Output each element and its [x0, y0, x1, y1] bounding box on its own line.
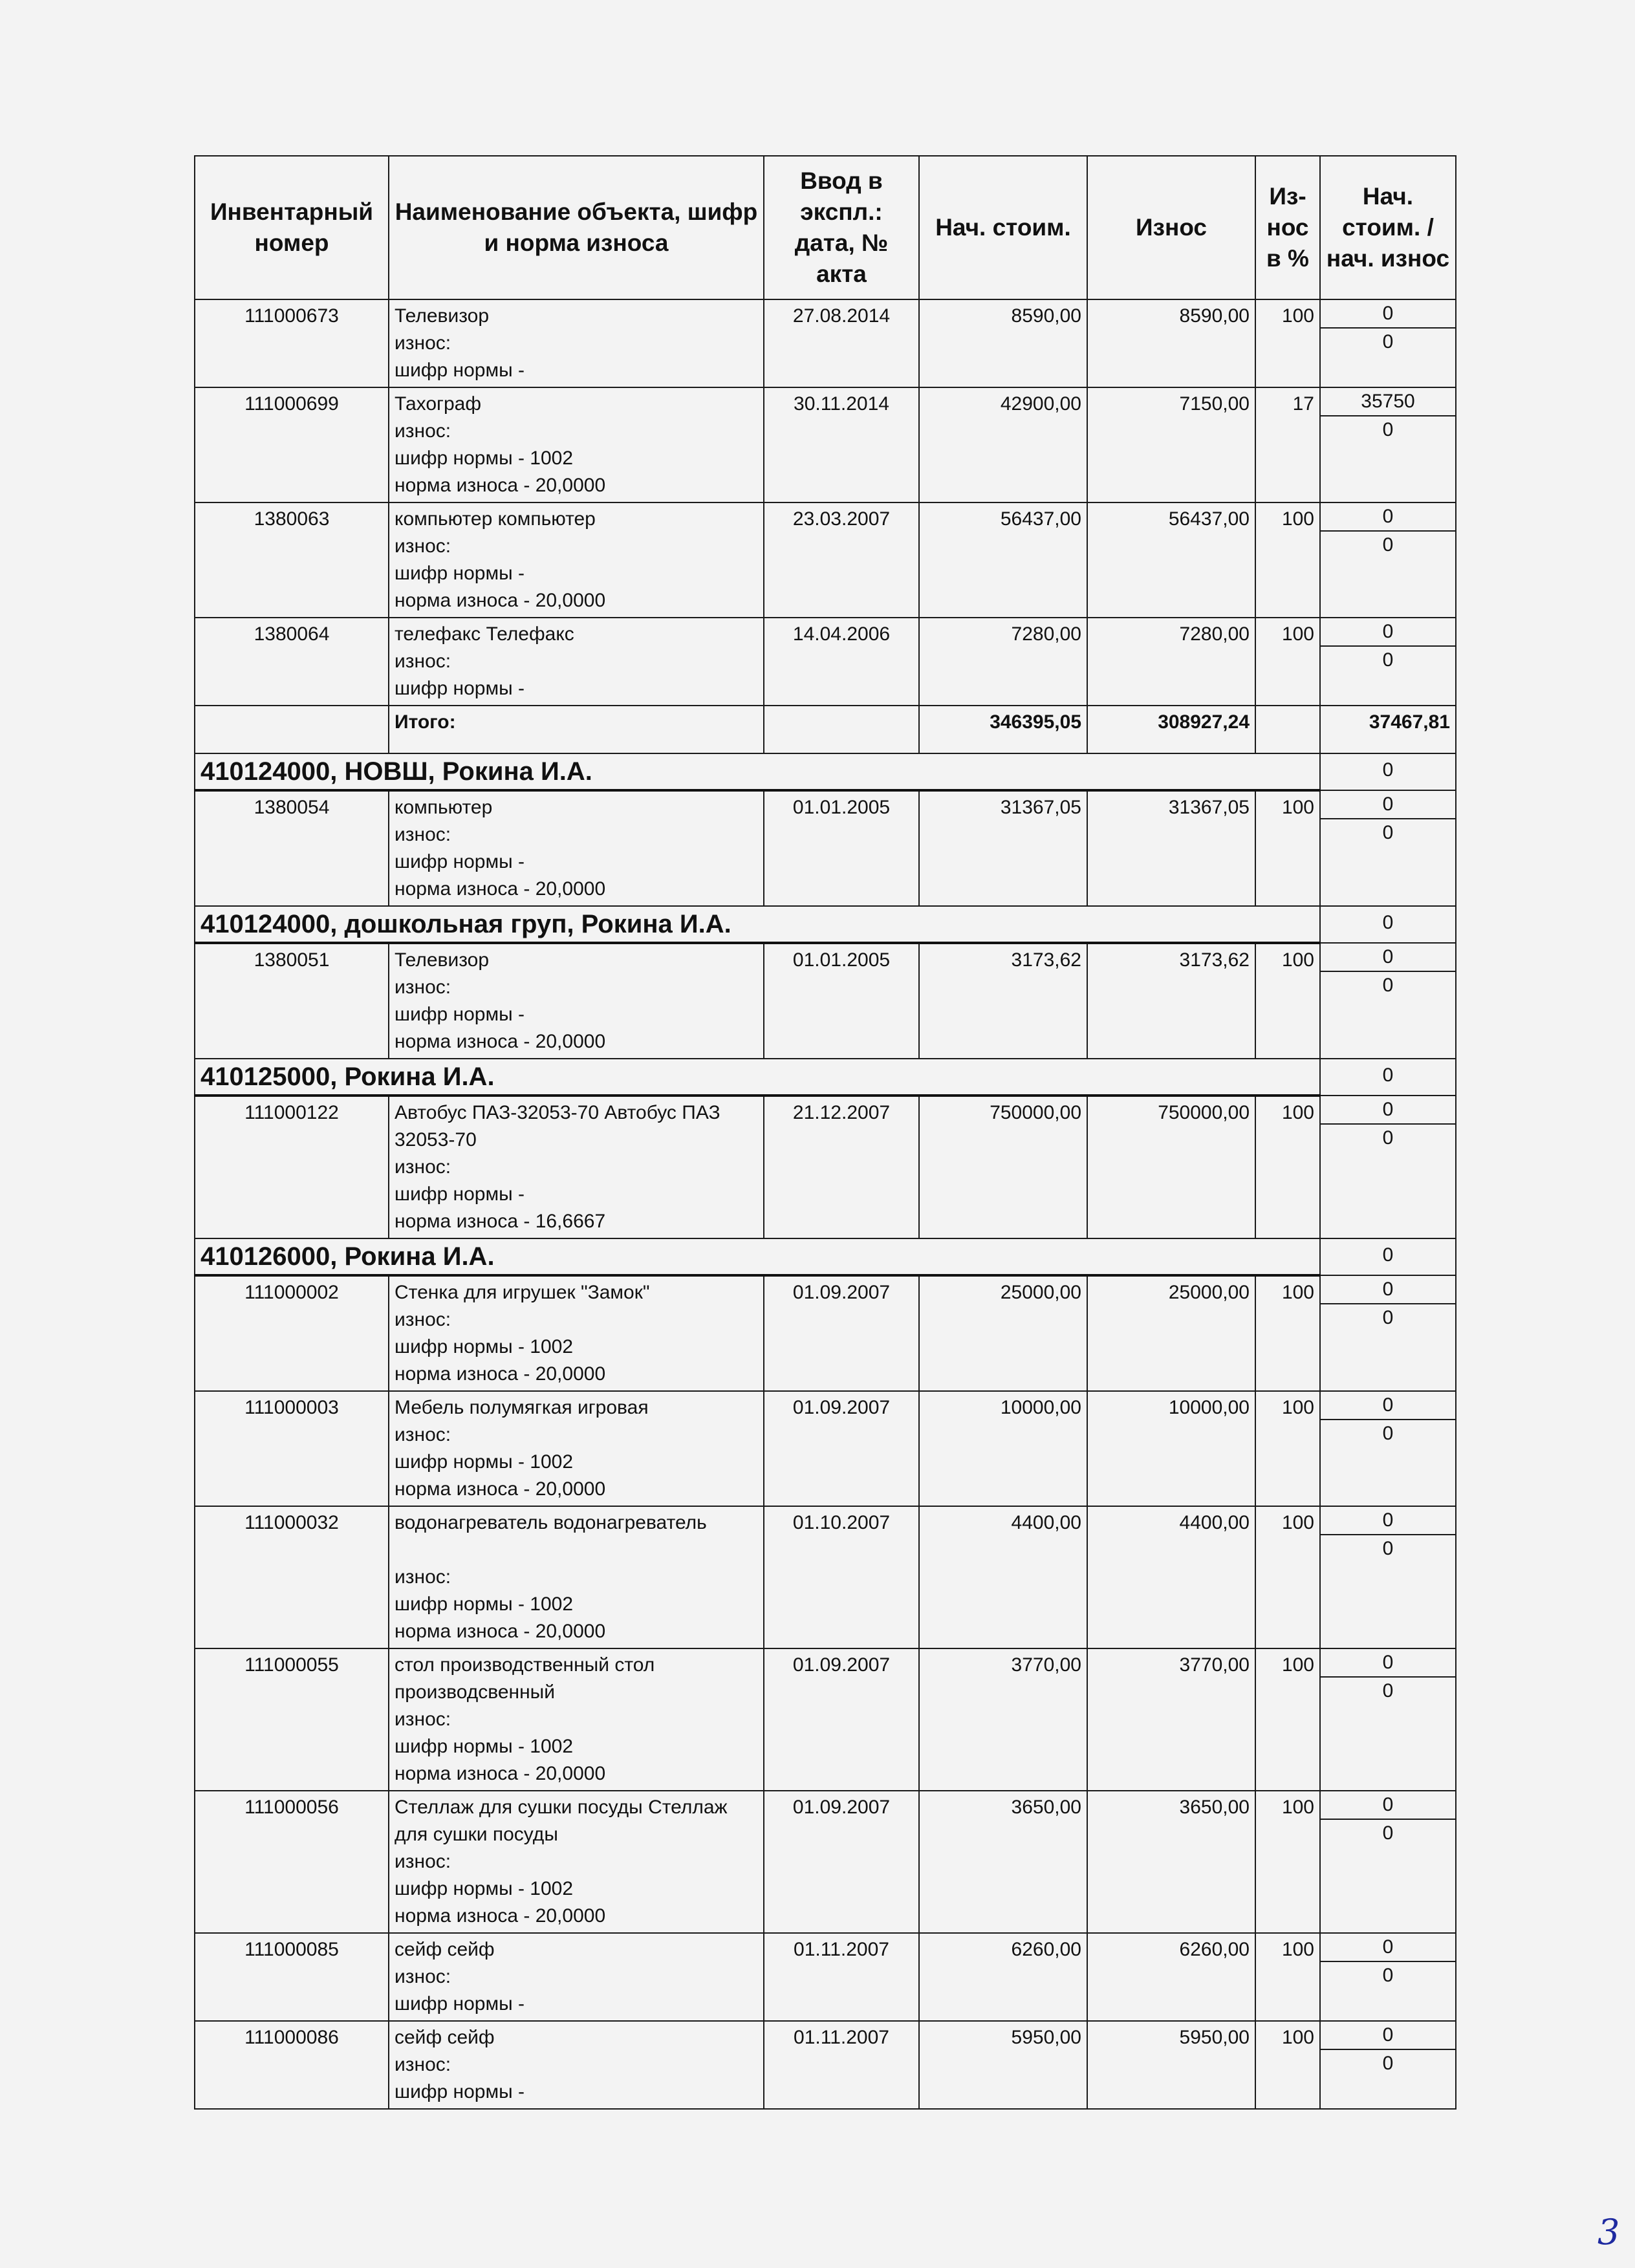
object-name-line: стол производственный стол — [395, 1654, 655, 1676]
initial-cost: 3770,00 — [919, 1648, 1087, 1791]
group-title: 410124000, НОВШ, Рокина И.А. — [195, 753, 1320, 790]
depreciation-percent: 100 — [1255, 1791, 1320, 1933]
commissioning-date: 01.09.2007 — [764, 1791, 919, 1933]
object-name-line: норма износа - 20,0000 — [395, 1905, 606, 1927]
group-header-row — [195, 1238, 1456, 1275]
object-name-line: износ: — [395, 824, 451, 845]
inventory-number: 111000086 — [195, 2021, 389, 2109]
object-name — [389, 1648, 764, 1791]
total-label: Итого: — [389, 706, 764, 753]
residual-initial-cost: 0 — [1321, 791, 1455, 819]
initial-cost: 56437,00 — [919, 502, 1087, 618]
object-name-line: износ: — [395, 1309, 451, 1330]
object-name-line: Телевизор — [395, 305, 490, 327]
table-row — [195, 1391, 1456, 1506]
residual-initial-wear: 0 — [1382, 1423, 1394, 1444]
object-name-line: шифр нормы - — [395, 851, 525, 872]
page-number: 3 — [1597, 2212, 1620, 2252]
depreciation: 25000,00 — [1087, 1275, 1255, 1391]
residual-initial-cost: 0 — [1321, 503, 1455, 532]
residual-initial-wear: 0 — [1382, 1680, 1394, 1701]
residual-initial-cost: 0 — [1321, 1507, 1455, 1535]
residual-initial-wear: 0 — [1382, 649, 1394, 671]
object-name-line: норма износа - 20,0000 — [395, 1363, 606, 1385]
object-name-line: норма износа - 20,0000 — [395, 590, 606, 611]
object-name-line: износ: — [395, 2054, 451, 2075]
object-name-line: норма износа - 20,0000 — [395, 475, 606, 496]
table-row — [195, 299, 1456, 387]
depreciation-percent: 100 — [1255, 1648, 1320, 1791]
depreciation-percent: 100 — [1255, 618, 1320, 706]
col-header-initial-cost-initial-wear: Нач. стоим. / нач. износ — [1320, 156, 1456, 299]
initial-cost-wear-cell — [1320, 790, 1456, 906]
initial-cost-wear-cell — [1320, 1275, 1456, 1391]
residual-initial-cost: 0 — [1321, 2022, 1455, 2050]
depreciation-percent: 100 — [1255, 1933, 1320, 2021]
object-name-line: Телевизор — [395, 949, 490, 971]
depreciation-percent: 100 — [1255, 2021, 1320, 2109]
depreciation: 56437,00 — [1087, 502, 1255, 618]
residual-initial-cost: 0 — [1321, 1649, 1455, 1678]
depreciation: 31367,05 — [1087, 790, 1255, 906]
object-name-line: износ: — [395, 332, 451, 354]
commissioning-date: 21.12.2007 — [764, 1096, 919, 1238]
object-name-line: шифр нормы - 1002 — [395, 1336, 574, 1357]
object-name-line: Стеллаж для сушки посуды Стеллаж — [395, 1797, 728, 1818]
commissioning-date: 01.09.2007 — [764, 1275, 919, 1391]
object-name-line: шифр нормы - — [395, 678, 525, 699]
initial-cost: 5950,00 — [919, 2021, 1087, 2109]
group-residual: 0 — [1320, 1238, 1456, 1275]
initial-cost: 42900,00 — [919, 387, 1087, 502]
table-header-row — [195, 156, 1456, 299]
object-name-line: шифр нормы - — [395, 563, 525, 584]
col-header-depreciation: Износ — [1087, 156, 1255, 299]
object-name-line: износ: — [395, 977, 451, 998]
object-name-line: норма износа - 20,0000 — [395, 1031, 606, 1052]
depreciation: 7150,00 — [1087, 387, 1255, 502]
object-name-line: телефакс Телефакс — [395, 623, 574, 645]
initial-cost-wear-cell — [1320, 1096, 1456, 1238]
object-name-line: износ: — [395, 1424, 451, 1445]
group-residual: 0 — [1320, 906, 1456, 943]
object-name — [389, 502, 764, 618]
depreciation-percent: 100 — [1255, 943, 1320, 1059]
object-name-line: норма износа - 20,0000 — [395, 1478, 606, 1500]
object-name-line: сейф сейф — [395, 2027, 495, 2048]
object-name-line: износ: — [395, 1709, 451, 1730]
commissioning-date: 01.01.2005 — [764, 790, 919, 906]
col-header-commissioning-date: Ввод в экспл.: дата, № акта — [764, 156, 919, 299]
table-row — [195, 618, 1456, 706]
object-name — [389, 299, 764, 387]
residual-initial-wear: 0 — [1382, 331, 1394, 352]
object-name — [389, 790, 764, 906]
residual-initial-wear: 0 — [1382, 1127, 1394, 1149]
depreciation-percent: 100 — [1255, 790, 1320, 906]
inventory-number: 111000032 — [195, 1506, 389, 1648]
table-body — [195, 299, 1456, 2109]
commissioning-date: 23.03.2007 — [764, 502, 919, 618]
commissioning-date: 01.09.2007 — [764, 1391, 919, 1506]
object-name-line: шифр нормы - 1002 — [395, 1736, 574, 1757]
initial-cost-wear-cell — [1320, 1933, 1456, 2021]
initial-cost: 3650,00 — [919, 1791, 1087, 1933]
inventory-number: 1380064 — [195, 618, 389, 706]
depreciation: 4400,00 — [1087, 1506, 1255, 1648]
depreciation: 5950,00 — [1087, 2021, 1255, 2109]
col-header-inventory-number: Инвентарный номер — [195, 156, 389, 299]
inventory-number: 111000056 — [195, 1791, 389, 1933]
col-header-depreciation-percent: Из-нос в % — [1255, 156, 1320, 299]
initial-cost-wear-cell — [1320, 502, 1456, 618]
initial-cost: 25000,00 — [919, 1275, 1087, 1391]
residual-initial-wear: 0 — [1382, 534, 1394, 556]
object-name-line: норма износа - 20,0000 — [395, 1621, 606, 1642]
object-name-line: шифр нормы - — [395, 1004, 525, 1025]
residual-initial-wear: 0 — [1382, 1307, 1394, 1328]
table-row — [195, 1275, 1456, 1391]
commissioning-date: 14.04.2006 — [764, 618, 919, 706]
object-name-line: сейф сейф — [395, 1939, 495, 1960]
residual-initial-cost: 0 — [1321, 1392, 1455, 1420]
initial-cost-wear-cell — [1320, 1791, 1456, 1933]
object-name — [389, 387, 764, 502]
commissioning-date: 30.11.2014 — [764, 387, 919, 502]
residual-initial-cost: 35750 — [1321, 388, 1455, 416]
initial-cost: 6260,00 — [919, 1933, 1087, 2021]
commissioning-date: 01.11.2007 — [764, 1933, 919, 2021]
inventory-number: 111000002 — [195, 1275, 389, 1391]
object-name — [389, 943, 764, 1059]
depreciation-percent: 100 — [1255, 1275, 1320, 1391]
residual-initial-cost: 0 — [1321, 1096, 1455, 1125]
inventory-number: 111000055 — [195, 1648, 389, 1791]
object-name — [389, 1933, 764, 2021]
asset-table — [194, 155, 1456, 2110]
total-depreciation: 308927,24 — [1087, 706, 1255, 753]
depreciation: 750000,00 — [1087, 1096, 1255, 1238]
object-name-line: Стенка для игрушек "Замок" — [395, 1282, 650, 1303]
total-empty — [1255, 706, 1320, 753]
residual-initial-wear: 0 — [1382, 1538, 1394, 1559]
residual-initial-cost: 0 — [1321, 1276, 1455, 1304]
table-row — [195, 1648, 1456, 1791]
object-name — [389, 618, 764, 706]
object-name-line: Тахограф — [395, 393, 482, 415]
object-name-line: Мебель полумягкая игровая — [395, 1397, 649, 1418]
object-name-line: Автобус ПАЗ-32053-70 Автобус ПАЗ — [395, 1102, 720, 1123]
object-name-line: компьютер компьютер — [395, 508, 596, 530]
group-header-row — [195, 753, 1456, 790]
inventory-number: 111000699 — [195, 387, 389, 502]
initial-cost: 4400,00 — [919, 1506, 1087, 1648]
object-name-line: шифр нормы - 1002 — [395, 1451, 574, 1473]
initial-cost-wear-cell — [1320, 618, 1456, 706]
residual-initial-cost: 0 — [1321, 1791, 1455, 1820]
object-name-line: износ: — [395, 420, 451, 442]
table-row — [195, 1506, 1456, 1648]
object-name-line: водонагреватель водонагреватель — [395, 1512, 707, 1533]
object-name-line: компьютер — [395, 797, 493, 818]
residual-initial-cost: 0 — [1321, 618, 1455, 647]
group-header-row — [195, 1059, 1456, 1096]
object-name-line: шифр нормы - 1002 — [395, 1878, 574, 1899]
object-name-line: износ: — [395, 1966, 451, 1987]
total-initial-cost: 346395,05 — [919, 706, 1087, 753]
object-name-line: норма износа - 20,0000 — [395, 1763, 606, 1784]
residual-initial-cost: 0 — [1321, 944, 1455, 972]
object-name-line: шифр нормы - — [395, 1183, 525, 1205]
depreciation: 8590,00 — [1087, 299, 1255, 387]
initial-cost: 3173,62 — [919, 943, 1087, 1059]
depreciation: 3173,62 — [1087, 943, 1255, 1059]
group-title: 410124000, дошкольная груп, Рокина И.А. — [195, 906, 1320, 943]
residual-initial-wear: 0 — [1382, 975, 1394, 996]
commissioning-date: 01.10.2007 — [764, 1506, 919, 1648]
total-residual: 37467,81 — [1320, 706, 1456, 753]
inventory-number: 111000122 — [195, 1096, 389, 1238]
commissioning-date: 27.08.2014 — [764, 299, 919, 387]
object-name-line: 32053-70 — [395, 1129, 477, 1150]
inventory-number: 1380054 — [195, 790, 389, 906]
residual-initial-wear: 0 — [1382, 1965, 1394, 1986]
initial-cost-wear-cell — [1320, 1506, 1456, 1648]
col-header-initial-cost: Нач. стоим. — [919, 156, 1087, 299]
object-name-line: шифр нормы - — [395, 2081, 525, 2102]
object-name-line: износ: — [395, 651, 451, 672]
object-name-line: норма износа - 20,0000 — [395, 878, 606, 900]
group-title: 410126000, Рокина И.А. — [195, 1238, 1320, 1275]
initial-cost: 8590,00 — [919, 299, 1087, 387]
object-name-line — [395, 1537, 758, 1564]
initial-cost-wear-cell — [1320, 943, 1456, 1059]
object-name-line: износ: — [395, 1156, 451, 1178]
group-header-row — [195, 906, 1456, 943]
initial-cost: 7280,00 — [919, 618, 1087, 706]
total-empty — [195, 706, 389, 753]
group-title: 410125000, Рокина И.А. — [195, 1059, 1320, 1096]
object-name — [389, 1096, 764, 1238]
depreciation-percent: 100 — [1255, 299, 1320, 387]
object-name-line: износ: — [395, 1851, 451, 1872]
inventory-number: 111000003 — [195, 1391, 389, 1506]
table-row — [195, 387, 1456, 502]
object-name-line: шифр нормы - 1002 — [395, 448, 574, 469]
depreciation: 7280,00 — [1087, 618, 1255, 706]
residual-initial-cost: 0 — [1321, 1934, 1455, 1962]
inventory-number: 111000673 — [195, 299, 389, 387]
depreciation-percent: 100 — [1255, 1391, 1320, 1506]
initial-cost-wear-cell — [1320, 387, 1456, 502]
object-name-line: износ: — [395, 535, 451, 557]
depreciation: 3650,00 — [1087, 1791, 1255, 1933]
asset-register-sheet — [194, 155, 1455, 2110]
table-row — [195, 1933, 1456, 2021]
object-name-line: производсвенный — [395, 1681, 555, 1703]
object-name — [389, 1275, 764, 1391]
inventory-number: 111000085 — [195, 1933, 389, 2021]
table-row — [195, 1791, 1456, 1933]
residual-initial-wear: 0 — [1382, 419, 1394, 440]
table-row — [195, 1096, 1456, 1238]
col-header-object-name: Наименование объекта, шифр и норма износа — [389, 156, 764, 299]
object-name-line: норма износа - 16,6667 — [395, 1211, 606, 1232]
depreciation: 10000,00 — [1087, 1391, 1255, 1506]
commissioning-date: 01.01.2005 — [764, 943, 919, 1059]
object-name — [389, 1506, 764, 1648]
object-name-line: шифр нормы - — [395, 360, 525, 381]
initial-cost-wear-cell — [1320, 299, 1456, 387]
residual-initial-wear: 0 — [1382, 822, 1394, 843]
object-name — [389, 2021, 764, 2109]
group-residual: 0 — [1320, 1059, 1456, 1096]
initial-cost: 10000,00 — [919, 1391, 1087, 1506]
object-name-line: для сушки посуды — [395, 1824, 558, 1845]
residual-initial-wear: 0 — [1382, 1822, 1394, 1844]
inventory-number: 1380063 — [195, 502, 389, 618]
depreciation: 6260,00 — [1087, 1933, 1255, 2021]
object-name — [389, 1791, 764, 1933]
depreciation-percent: 17 — [1255, 387, 1320, 502]
commissioning-date: 01.09.2007 — [764, 1648, 919, 1791]
total-row — [195, 706, 1456, 753]
table-row — [195, 2021, 1456, 2109]
object-name-line: шифр нормы - 1002 — [395, 1593, 574, 1615]
depreciation-percent: 100 — [1255, 1096, 1320, 1238]
object-name-line: шифр нормы - — [395, 1993, 525, 2014]
inventory-number: 1380051 — [195, 943, 389, 1059]
initial-cost-wear-cell — [1320, 2021, 1456, 2109]
initial-cost-wear-cell — [1320, 1391, 1456, 1506]
initial-cost-wear-cell — [1320, 1648, 1456, 1791]
depreciation: 3770,00 — [1087, 1648, 1255, 1791]
table-row — [195, 502, 1456, 618]
depreciation-percent: 100 — [1255, 1506, 1320, 1648]
residual-initial-cost: 0 — [1321, 300, 1455, 329]
commissioning-date: 01.11.2007 — [764, 2021, 919, 2109]
residual-initial-wear: 0 — [1382, 2053, 1394, 2074]
table-row — [195, 790, 1456, 906]
total-empty — [764, 706, 919, 753]
initial-cost: 750000,00 — [919, 1096, 1087, 1238]
object-name — [389, 1391, 764, 1506]
depreciation-percent: 100 — [1255, 502, 1320, 618]
object-name-line: износ: — [395, 1566, 451, 1588]
table-row — [195, 943, 1456, 1059]
initial-cost: 31367,05 — [919, 790, 1087, 906]
group-residual: 0 — [1320, 753, 1456, 790]
